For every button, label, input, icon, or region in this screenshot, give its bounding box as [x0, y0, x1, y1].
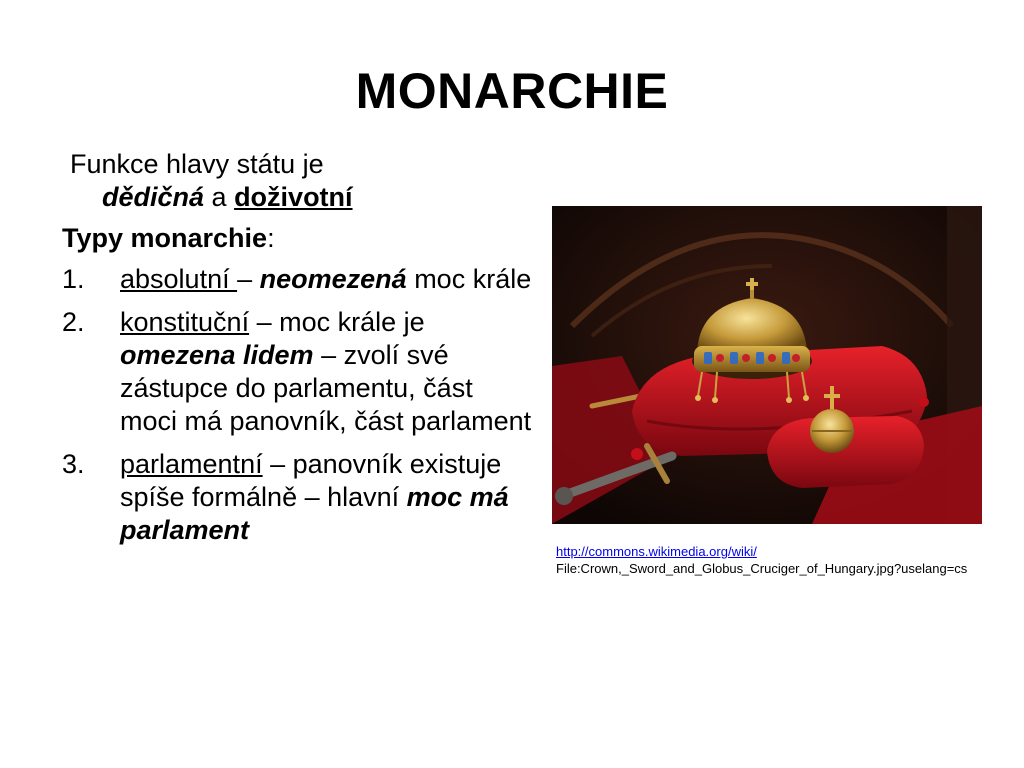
term-parliamentary: parlamentní — [120, 449, 263, 479]
term-constitutional: konstituční — [120, 307, 250, 337]
slide-title: MONARCHIE — [355, 63, 669, 119]
intro-text — [62, 148, 532, 214]
item-rest-2: – zvolí své zástupce do parlamentu, část moci má panovník, část parlament — [120, 340, 532, 436]
intro-lifelong: doživotní — [234, 182, 353, 212]
item-rest: – moc krále je — [249, 307, 425, 337]
term-absolute: absolutní — [120, 264, 238, 294]
image-caption — [556, 543, 1016, 577]
list-item-absolute — [62, 263, 532, 296]
list-number: 2. — [62, 307, 85, 337]
item-rest: – panovník existuje spíše formálně – hlavní — [120, 449, 502, 512]
emph-parliament-power: moc má parlament — [120, 482, 509, 545]
emph-unlimited: neomezená — [259, 264, 407, 294]
monarchy-types-list — [62, 263, 532, 547]
list-number: 3. — [62, 449, 85, 479]
intro-connector: a — [204, 182, 235, 212]
intro-hereditary: dědičná — [102, 182, 205, 212]
types-heading — [62, 222, 532, 255]
emph-limited-by-people: omezena lidem — [120, 340, 314, 370]
item-dash: – — [237, 264, 260, 294]
item-rest: moc krále — [406, 264, 532, 294]
list-item-constitutional — [62, 306, 532, 438]
list-number: 1. — [62, 264, 85, 294]
intro-line: Funkce hlavy státu je — [70, 149, 324, 179]
slide-body — [62, 148, 532, 557]
source-link[interactable]: http://commons.wikimedia.org/wiki/ — [556, 544, 757, 559]
types-heading-label: Typy monarchie — [62, 223, 268, 253]
crown-photo — [552, 206, 982, 524]
types-heading-colon: : — [267, 223, 275, 253]
source-file: File:Crown,_Sword_and_Globus_Cruciger_of_Hungary.jpg?uselang=cs — [556, 561, 968, 576]
list-item-parliamentary — [62, 448, 532, 547]
